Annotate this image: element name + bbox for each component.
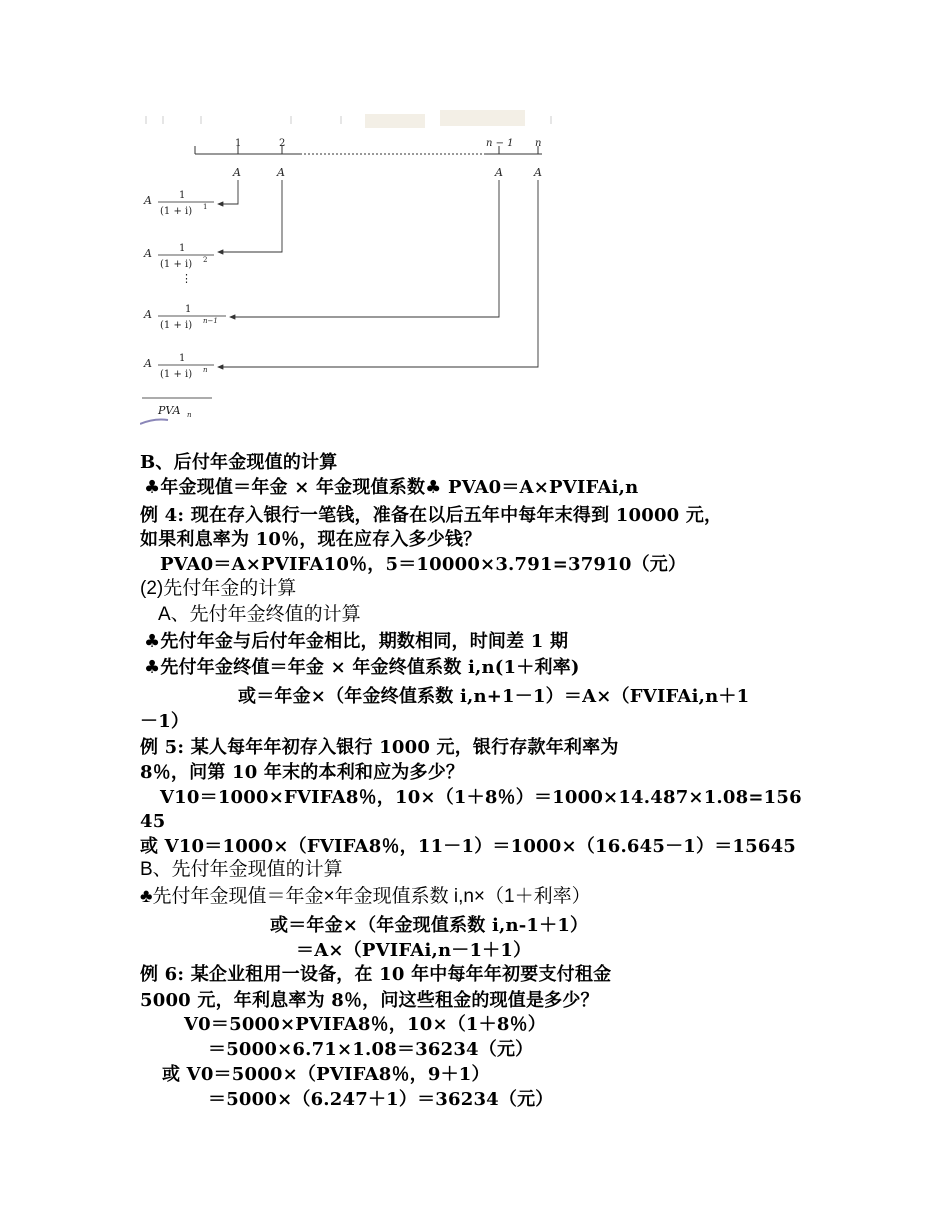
- vertical-ellipsis: ⋮: [181, 272, 192, 285]
- svg-text:A: A: [144, 357, 152, 370]
- example-5-line-2: 8％，问第 10 年末的本利和应为多少？: [140, 762, 465, 783]
- example-5-solution-alt: 或 V10＝1000×（FVIFA8％，11－1）＝1000×（16.645－1）＝15645: [140, 836, 797, 857]
- formula-annuity-due-pv-alt-2: ＝A×（PVIFAi,n－1＋1）: [296, 940, 532, 961]
- example-6-line-1: 例 6: 某企业租用一设备，在 10 年中每年年初要支付租金: [140, 964, 612, 985]
- svg-text:(1 + i): (1 + i): [160, 369, 193, 380]
- example-5-solution-cont: 45: [140, 811, 166, 832]
- formula-annuity-due-fv: ♣先付年金终值＝年金 × 年金终值系数 i,n(1＋利率): [144, 657, 580, 678]
- header-smudge: [365, 114, 425, 128]
- svg-text:(1 + i): (1 + i): [160, 320, 193, 331]
- heading-annuity-due-fv: A、先付年金终值的计算: [158, 604, 361, 625]
- formula-annuity-due-fv-alt-cont: －1）: [140, 711, 190, 732]
- payment-label: A: [233, 166, 241, 179]
- heading-annuity-due-pv: B、先付年金现值的计算: [140, 859, 343, 880]
- svg-text:A: A: [144, 308, 152, 321]
- period-label-2: 2: [279, 138, 286, 149]
- example-4-line-2: 如果利息率为 10％，现在应存入多少钱？: [140, 529, 482, 550]
- discount-arrows: [218, 180, 538, 367]
- annuity-present-value-diagram: [140, 100, 560, 430]
- svg-text:1: 1: [179, 190, 186, 201]
- formula-annuity-due-pv: ♣先付年金现值＝年金×年金现值系数 i,n×（1＋利率）: [140, 886, 591, 907]
- payment-label: A: [534, 166, 542, 179]
- formula-annuity-due-pv-alt: 或＝年金×（年金现值系数 i,n-1＋1）: [270, 915, 589, 936]
- payment-labels: [232, 166, 542, 179]
- svg-text:PVA: PVA: [158, 404, 181, 417]
- period-labels: [235, 138, 541, 149]
- example-4-line-1: 例 4: 现在存入银行一笔钱，准备在以后五年中每年末得到 10000 元，: [140, 505, 723, 526]
- example-6-solution-1: V0＝5000×PVIFA8％，10×（1＋8％）: [184, 1014, 546, 1035]
- annuity-due-comparison: ♣先付年金与后付年金相比，期数相同，时间差 1 期: [144, 631, 569, 652]
- example-6-solution-alt-1: 或 V0＝5000×（PVIFA8％，9＋1）: [162, 1064, 490, 1085]
- payment-label: A: [495, 166, 503, 179]
- formula-annuity-due-fv-alt: 或＝年金×（年金终值系数 i,n+1－1）＝A×（FVIFAi,n＋1: [238, 686, 750, 707]
- svg-text:1: 1: [203, 203, 208, 211]
- example-6-solution-2: ＝5000×6.71×1.08＝36234（元）: [208, 1039, 534, 1060]
- svg-text:2: 2: [203, 256, 208, 264]
- svg-text:1: 1: [179, 243, 186, 254]
- period-label-1: 1: [235, 138, 242, 149]
- purple-mark: [140, 420, 168, 425]
- svg-text:(1 + i): (1 + i): [160, 259, 193, 270]
- payment-label: A: [277, 166, 285, 179]
- period-label-n: n: [535, 138, 542, 149]
- period-label-n-minus-1: n − 1: [486, 138, 514, 149]
- formula-ordinary-annuity-pv: ♣年金现值＝年金 × 年金现值系数♣ PVA0＝A×PVIFAi,n: [144, 477, 639, 498]
- discount-term-1: [143, 190, 214, 217]
- discount-term-n-minus-1: [143, 304, 226, 331]
- arrow-period-1: [218, 180, 238, 204]
- example-5-solution: V10＝1000×FVIFA8％，10×（1＋8％）＝1000×14.487×1.08=156: [160, 787, 802, 808]
- example-6-line-2: 5000 元，年利息率为 8％，问这些租金的现值是多少？: [140, 990, 599, 1011]
- header-smudge: [440, 110, 525, 126]
- example-6-solution-alt-2: ＝5000×（6.247＋1）＝36234（元）: [208, 1089, 554, 1110]
- example-5-line-1: 例 5: 某人每年年初存入银行 1000 元，银行存款年利率为: [140, 737, 619, 758]
- discount-terms: [142, 190, 226, 419]
- svg-text:A: A: [144, 194, 152, 207]
- svg-text:n: n: [187, 411, 192, 419]
- example-4-solution: PVA0＝A×PVIFA10％，5＝10000×3.791=37910（元）: [160, 554, 687, 575]
- arrow-period-2: [218, 180, 282, 252]
- arrow-period-n-minus-1: [230, 180, 499, 317]
- svg-text:1: 1: [185, 304, 192, 315]
- svg-text:1: 1: [179, 353, 186, 364]
- heading-annuity-due: (2)先付年金的计算: [140, 578, 297, 599]
- svg-text:n: n: [203, 366, 208, 374]
- svg-text:n−1: n−1: [203, 317, 218, 325]
- svg-text:A: A: [144, 247, 152, 260]
- arrow-period-n: [218, 180, 538, 367]
- discount-term-n: [143, 353, 214, 380]
- pva-total: [157, 404, 192, 419]
- svg-text:(1 + i): (1 + i): [160, 206, 193, 217]
- heading-ordinary-annuity-pv: B、后付年金现值的计算: [140, 452, 338, 473]
- discount-term-2: [143, 243, 214, 270]
